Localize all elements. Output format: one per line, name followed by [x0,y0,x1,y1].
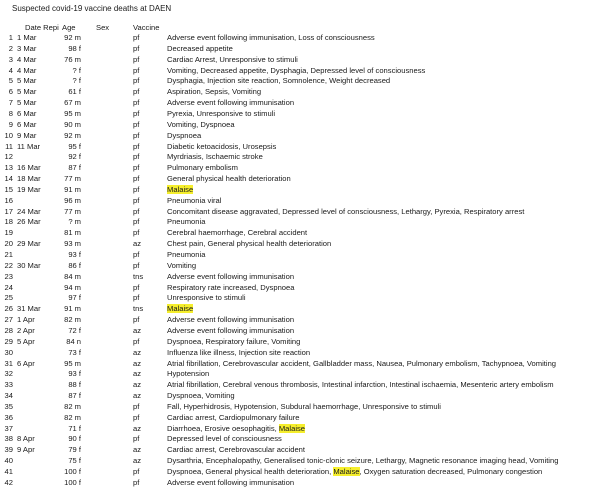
highlighted-term: Malaise [333,467,360,476]
table-row [0,185,590,195]
table-row [0,478,590,488]
adverse-events: Diarrhoea, Erosive oesophagitis, Malaise [167,423,306,433]
table-row [0,239,590,249]
report-date: 4 Mar [17,54,37,64]
row-number: 29 [4,336,13,346]
row-number: 4 [8,65,13,75]
age: 82 m [64,315,81,325]
adverse-events: Pyrexia, Unresponsive to stimuli [167,108,276,118]
row-number: 21 [4,250,13,259]
vaccine: az [133,456,142,466]
vaccine: pf [133,108,140,118]
adverse-events: Unresponsive to stimuli [167,293,246,303]
row-number: 20 [4,239,13,249]
row-number: 32 [4,369,13,379]
row-number: 13 [4,163,13,173]
row-number: 3 [8,54,13,64]
vaccine: pf [133,87,140,97]
row-number: 8 [8,108,13,118]
adverse-events: Adverse event following immunisation [167,315,295,325]
vaccine: pf [133,336,140,346]
adverse-events: Dyspnoea, Respiratory failure, Vomiting [167,336,301,346]
row-number: 27 [4,315,13,325]
vaccine: az [133,423,142,433]
adverse-events: Influenza like illness, Injection site reaction [167,347,311,357]
adverse-events: Dysarthria, Encephalopathy, Generalised tonic-clonic seizure, Lethargy, Magnetic resonance imaging head, Vomiting [167,456,559,466]
age: 79 f [68,445,81,455]
table-row [0,76,590,86]
row-number: 6 [8,87,13,97]
vaccine: tns [133,304,144,314]
row-number: 33 [4,380,13,390]
table-row [0,120,590,130]
vaccine: pf [133,195,140,205]
age: 96 m [64,195,81,205]
age: ? m [68,217,81,227]
vaccine: pf [133,174,140,184]
age: 95 m [64,108,81,118]
age: 100 f [64,477,81,487]
table-row [0,163,590,173]
report-date: 31 Mar [17,304,41,314]
table-row [0,467,590,477]
vaccine: pf [133,141,140,151]
vaccine: pf [133,401,140,411]
adverse-events: Dyspnoea [167,130,202,140]
age: 94 m [64,282,81,292]
report-date: 4 Mar [17,65,37,75]
table-row [0,250,590,260]
adverse-events: Vomiting, Decreased appetite, Dysphagia, Depressed level of consciousness [167,65,426,75]
age: 72 f [68,325,81,335]
age: 97 f [68,293,81,303]
age: 87 f [68,163,81,173]
report-date: 1 Apr [17,315,35,325]
age: 95 f [68,141,81,151]
adverse-events: Fall, Hyperhidrosis, Hypotension, Subdural haemorrhage, Unresponsive to stimuli [167,401,441,411]
report-date: 5 Mar [17,76,37,86]
adverse-events: Depressed level of consciousness [167,434,282,444]
adverse-events: Pneumonia viral [167,195,222,205]
row-number: 26 [4,304,13,314]
row-number: 5 [8,76,13,86]
adverse-events: Dyspnoea, General physical health deterioration, Malaise, Oxygen saturation decreased, Pulmonary congestion [167,467,543,476]
age: 100 f [64,467,81,476]
adverse-events: Respiratory rate increased, Dyspnoea [167,282,295,292]
age: 92 f [68,152,81,162]
header-vaccine: Vaccine [133,23,160,32]
adverse-events: Cerebral haemorrhage, Cerebral accident [167,228,308,238]
table-row [0,402,590,412]
row-number: 31 [4,358,13,368]
table-row [0,456,590,466]
vaccine: az [133,239,142,249]
table-row [0,445,590,455]
report-date: 6 Mar [17,108,37,118]
row-number: 41 [4,467,13,476]
adverse-events: Hypotension [167,369,210,379]
table-row [0,369,590,379]
table-row [0,391,590,401]
table-row [0,326,590,336]
vaccine: pf [133,163,140,173]
vaccine: pf [133,250,140,259]
row-number: 40 [4,456,13,466]
report-date: 8 Apr [17,434,35,444]
report-date: 30 Mar [17,260,41,270]
report-date: 9 Mar [17,130,37,140]
age: ? f [72,65,81,75]
column-headers [0,23,590,33]
age: 75 f [68,456,81,466]
age: 91 m [64,304,81,314]
vaccine: pf [133,65,140,75]
adverse-events: Pneumonia [167,217,206,227]
report-date: 18 Mar [17,174,41,184]
vaccine: az [133,358,142,368]
adverse-events: Adverse event following immunisation [167,325,295,335]
table-row [0,337,590,347]
table-row [0,424,590,434]
table-row [0,283,590,293]
adverse-events: Myrdriasis, Ischaemic stroke [167,152,263,162]
row-number: 37 [4,423,13,433]
age: 82 m [64,412,81,422]
age: 90 f [68,434,81,444]
row-number: 38 [4,434,13,444]
age: 87 f [68,391,81,401]
report-date: 6 Apr [17,358,35,368]
row-number: 1 [8,33,13,42]
table-row [0,55,590,65]
adverse-events: Dysphagia, Injection site reaction, Somnolence, Weight decreased [167,76,391,86]
age: 95 m [64,358,81,368]
vaccine: pf [133,467,140,476]
table-row [0,152,590,162]
age: 77 m [64,206,81,216]
row-number: 7 [8,98,13,108]
report-date: 11 Mar [17,141,41,151]
report-date: 16 Mar [17,163,41,173]
table-row [0,348,590,358]
report-date: 24 Mar [17,206,41,216]
vaccine: pf [133,98,140,108]
header-date: Date Repi [25,23,59,32]
adverse-events: Vomiting, Dyspnoea [167,119,235,129]
adverse-events: Aspiration, Sepsis, Vomiting [167,87,262,97]
row-number: 18 [4,217,13,227]
age: ? f [72,76,81,86]
vaccine: pf [133,217,140,227]
table-row [0,380,590,390]
adverse-events: Concomitant disease aggravated, Depressed level of consciousness, Lethargy, Pyrexia, Respiratory arrest [167,206,525,216]
table-row [0,434,590,444]
table-row [0,359,590,369]
report-date: 6 Mar [17,119,37,129]
age: 82 m [64,401,81,411]
row-number: 15 [4,184,13,194]
row-number: 11 [5,141,13,151]
adverse-events: Pulmonary embolism [167,163,238,173]
age: 76 m [64,54,81,64]
age: 93 m [64,239,81,249]
adverse-events: Adverse event following immunisation [167,477,295,487]
report-date: 19 Mar [17,184,41,194]
table-row [0,66,590,76]
table-row [0,261,590,271]
vaccine: az [133,445,142,455]
row-number: 25 [4,293,13,303]
vaccine: pf [133,33,140,42]
row-number: 22 [4,260,13,270]
adverse-events: Vomiting [167,260,197,270]
vaccine: pf [133,152,140,162]
age: 93 f [68,250,81,259]
table-row [0,217,590,227]
age: 92 m [64,130,81,140]
adverse-events: Diabetic ketoacidosis, Urosepsis [167,141,277,151]
adverse-events: Dyspnoea, Vomiting [167,391,235,401]
table-row [0,33,590,43]
adverse-events: Atrial fibrillation, Cerebrovascular accident, Gallbladder mass, Nausea, Pulmonary embolism, Tachypnoea, Vomiting [167,358,557,368]
age: 93 f [68,369,81,379]
vaccine: az [133,380,142,390]
header-sex: Sex [96,23,110,32]
vaccine: pf [133,282,140,292]
age: 84 n [66,336,81,346]
highlighted-term: Malaise [167,304,194,314]
vaccine: pf [133,43,140,53]
row-number: 14 [4,174,13,184]
adverse-events: Adverse event following immunisation [167,98,295,108]
adverse-events: Decreased appetite [167,43,233,53]
age: 91 m [64,184,81,194]
table-row [0,207,590,217]
report-date: 29 Mar [17,239,41,249]
report-date: 3 Mar [17,43,37,53]
age: 61 f [68,87,81,97]
row-number: 16 [4,195,13,205]
table-row [0,109,590,119]
vaccine: pf [133,54,140,64]
age: 73 f [68,347,81,357]
adverse-events [167,185,193,195]
row-number: 35 [4,401,13,411]
table-row [0,131,590,141]
table-row [0,174,590,184]
age: 81 m [64,228,81,238]
row-number: 30 [4,347,13,357]
report-date: 5 Mar [17,98,37,108]
adverse-events: Chest pain, General physical health deterioration [167,239,332,249]
vaccine: pf [133,315,140,325]
age: 92 m [64,33,81,42]
vaccine: az [133,369,142,379]
report-date: 9 Apr [17,445,35,455]
table-row [0,304,590,314]
age: 77 m [64,174,81,184]
report-date: 2 Apr [17,325,35,335]
table-row [0,196,590,206]
table-row [0,142,590,152]
adverse-events: Cardiac arrest, Cardiopulmonary failure [167,412,300,422]
header-age: Age [62,23,76,32]
row-number: 10 [4,130,13,140]
age: 88 f [68,380,81,390]
adverse-events: Adverse event following immunisation, Loss of consciousness [167,33,375,42]
row-number: 19 [4,228,13,238]
adverse-events: General physical health deterioration [167,174,291,184]
age: 71 f [68,423,81,433]
table-row [0,315,590,325]
vaccine: pf [133,412,140,422]
row-number: 42 [4,477,13,487]
row-number: 28 [4,325,13,335]
age: 67 m [64,98,81,108]
row-number: 23 [4,271,13,281]
row-number: 34 [4,391,13,401]
report-date: 5 Mar [17,87,37,97]
table-row [0,413,590,423]
vaccine: pf [133,477,140,487]
report-date: 1 Mar [17,33,37,42]
vaccine: pf [133,228,140,238]
row-number: 9 [8,119,13,129]
vaccine: az [133,347,142,357]
vaccine: pf [133,184,140,194]
adverse-events: Pneumonia [167,250,206,259]
table-row [0,98,590,108]
adverse-events: Adverse event following immunisation [167,271,295,281]
vaccine: az [133,325,142,335]
table-row [0,87,590,97]
vaccine: az [133,391,142,401]
vaccine: pf [133,206,140,216]
sheet-title: Suspected covid-19 vaccine deaths at DAEN [12,4,172,13]
row-number: 24 [4,282,13,292]
age: 98 f [68,43,81,53]
age: 86 f [68,260,81,270]
age: 90 m [64,119,81,129]
row-number: 17 [4,206,13,216]
adverse-events: Atrial fibrillation, Cerebral venous thrombosis, Intestinal infarction, Intestinal ischaemia, Mesenteric artery embolism [167,380,554,390]
adverse-events [167,304,193,314]
vaccine: pf [133,293,140,303]
vaccine: pf [133,434,140,444]
vaccine: tns [133,271,144,281]
table-row [0,272,590,282]
vaccine: pf [133,119,140,129]
table-row [0,293,590,303]
row-number: 12 [4,152,13,162]
adverse-events: Cardiac Arrest, Unresponsive to stimuli [167,54,298,64]
vaccine: pf [133,76,140,86]
row-number: 36 [4,412,13,422]
vaccine: pf [133,260,140,270]
table-row [0,44,590,54]
adverse-events: Cardiac arrest, Cerebrovascular accident [167,445,306,455]
highlighted-term: Malaise [278,423,306,433]
table-row [0,228,590,238]
age: 84 m [64,271,81,281]
highlighted-term: Malaise [167,184,194,194]
vaccine: pf [133,130,140,140]
report-date: 5 Apr [17,336,35,346]
row-number: 2 [8,43,13,53]
row-number: 39 [4,445,13,455]
report-date: 26 Mar [17,217,41,227]
